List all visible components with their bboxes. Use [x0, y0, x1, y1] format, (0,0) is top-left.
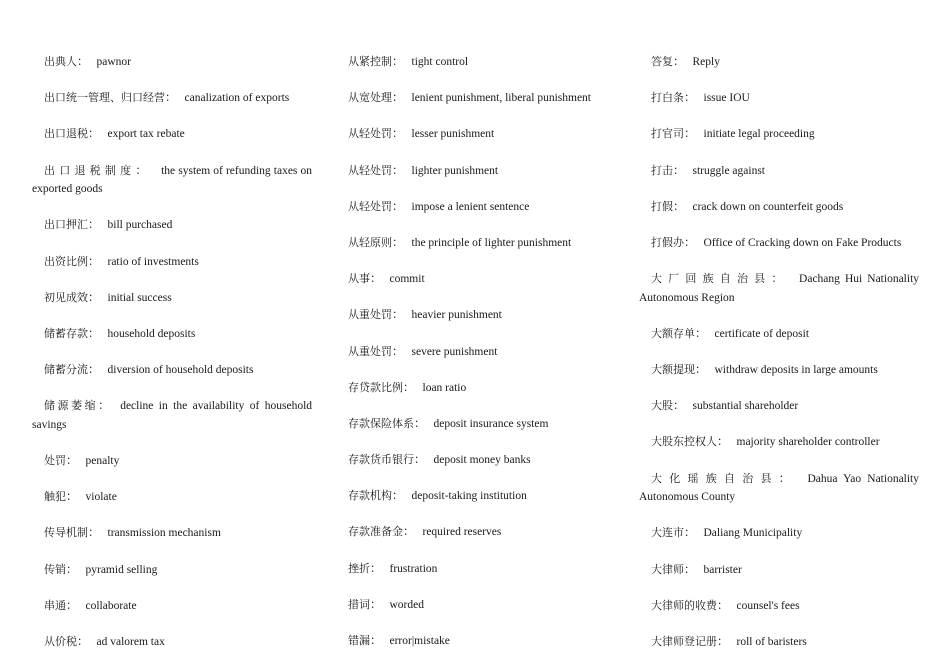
- entry-translation-en: penalty: [85, 455, 120, 468]
- glossary-entry: [32, 162, 312, 199]
- entry-separator: ：: [66, 597, 78, 612]
- entry-term-zh: 存款机构: [348, 489, 392, 503]
- entry-translation-en: initiate legal proceeding: [703, 128, 815, 141]
- glossary-entry: [32, 452, 312, 471]
- entry-term-zh: 传销: [44, 562, 66, 576]
- entry-separator: ：: [695, 362, 707, 377]
- glossary-entry: [348, 343, 610, 362]
- entry-separator: ：: [673, 162, 685, 177]
- entry-translation-en: collaborate: [85, 599, 137, 612]
- glossary-entry: [32, 633, 312, 652]
- glossary-entry: [32, 125, 312, 144]
- entry-term-zh: 大化瑶族自治县: [651, 471, 779, 485]
- entry-term-zh: 储蓄分流: [44, 363, 88, 377]
- entry-translation-en: tight control: [411, 56, 469, 68]
- entry-translation-en: barrister: [703, 563, 742, 576]
- glossary-entry: [348, 125, 610, 144]
- glossary-entry: [348, 596, 610, 615]
- glossary-entry: [32, 361, 312, 380]
- entry-translation-en: household deposits: [107, 327, 196, 340]
- entry-separator: ：: [392, 488, 404, 503]
- glossary-entry: [348, 487, 610, 506]
- glossary-entry: [639, 524, 919, 543]
- entry-term-zh: 大律师的收费: [651, 598, 717, 612]
- entry-separator: ：: [392, 126, 404, 141]
- glossary-entry: [32, 289, 312, 308]
- glossary-entry: [639, 433, 919, 452]
- glossary-entry: [639, 53, 919, 72]
- glossary-entry: [639, 234, 919, 253]
- entry-separator: ：: [392, 90, 404, 105]
- entry-translation-en: bill purchased: [107, 219, 173, 232]
- entry-term-zh: 存款货币银行: [348, 453, 414, 467]
- glossary-entry: [348, 379, 610, 398]
- entry-translation-en: ad valorem tax: [96, 636, 165, 648]
- entry-translation-en: pawnor: [96, 56, 131, 68]
- entry-separator: ：: [717, 597, 729, 612]
- entry-separator: ：: [684, 525, 696, 540]
- entry-separator: ：: [77, 634, 89, 648]
- entry-separator: ：: [673, 198, 685, 213]
- entry-translation-en: lesser punishment: [411, 128, 495, 141]
- entry-separator: ：: [392, 162, 404, 177]
- entry-separator: ：: [695, 325, 707, 340]
- entry-separator: ：: [66, 489, 78, 504]
- entry-term-zh: 触犯: [44, 490, 66, 504]
- entry-term-zh: 大律师: [651, 562, 684, 576]
- entry-separator: ：: [673, 54, 685, 68]
- entry-term-zh: 存款准备金: [348, 525, 403, 539]
- entry-translation-en: diversion of household deposits: [107, 364, 254, 377]
- entry-term-zh: 存款保险体系: [348, 416, 414, 430]
- entry-separator: ：: [370, 596, 382, 611]
- entry-translation-en: export tax rebate: [107, 128, 185, 141]
- entry-term-zh: 出口退税制度: [44, 163, 136, 177]
- glossary-entry: [348, 523, 610, 542]
- glossary-entry: [639, 162, 919, 181]
- entry-translation-en: initial success: [107, 291, 172, 304]
- glossary-entry: [32, 524, 312, 543]
- glossary-column-1: [32, 53, 312, 669]
- entry-term-zh: 挫折: [348, 561, 370, 575]
- entry-separator: ：: [392, 307, 404, 322]
- entry-separator: ：: [414, 452, 426, 467]
- entry-translation-en: Dahua Yao Nationality Autonomous County: [639, 472, 920, 504]
- entry-translation-en: counsel's fees: [736, 599, 800, 612]
- glossary-entry: [348, 198, 610, 217]
- entry-separator: ：: [717, 434, 729, 449]
- entry-translation-en: withdraw deposits in large amounts: [714, 364, 878, 377]
- entry-translation-en: Dachang Hui Nationality Autonomous Region: [639, 273, 920, 304]
- entry-separator: ：: [684, 561, 696, 576]
- entry-translation-en: error|mistake: [389, 635, 450, 647]
- entry-term-zh: 储源萎缩: [44, 399, 99, 413]
- entry-term-zh: 从事: [348, 272, 370, 286]
- entry-translation-en: Office of Cracking down on Fake Products: [703, 236, 902, 249]
- entry-term-zh: 打官司: [651, 127, 684, 141]
- entry-term-zh: 从重处罚: [348, 308, 392, 322]
- entry-translation-en: issue IOU: [703, 92, 750, 105]
- entry-term-zh: 从轻处罚: [348, 127, 392, 141]
- entry-translation-en: decline in the availability of household savings: [32, 400, 313, 431]
- glossary-entry: [639, 561, 919, 580]
- entry-separator: ：: [684, 90, 696, 105]
- entry-separator: ：: [403, 379, 415, 394]
- entry-separator: ：: [66, 453, 78, 468]
- glossary-entry: [32, 397, 312, 434]
- glossary-entry: [32, 89, 312, 108]
- entry-separator: ：: [684, 234, 696, 249]
- glossary-entry: [639, 633, 919, 652]
- entry-term-zh: 出口统一管理、归口经营: [44, 91, 165, 105]
- glossary-entry: [639, 89, 919, 108]
- entry-separator: ：: [88, 126, 100, 141]
- entry-translation-en: the system of refunding taxes on exported goods: [32, 164, 313, 196]
- entry-term-zh: 大股东控权人: [651, 435, 717, 449]
- entry-term-zh: 处罚: [44, 454, 66, 468]
- entry-separator: ：: [673, 398, 685, 413]
- glossary-entry: [639, 397, 919, 416]
- entry-translation-en: severe punishment: [411, 345, 498, 358]
- glossary-entry: [32, 325, 312, 344]
- glossary-entry: [348, 53, 610, 72]
- entry-term-zh: 初见成效: [44, 290, 88, 304]
- entry-separator: ：: [88, 289, 100, 304]
- entry-separator: ：: [392, 234, 404, 249]
- entry-term-zh: 从轻原则: [348, 235, 392, 249]
- glossary-entry: [348, 632, 610, 651]
- entry-term-zh: 存贷款比例: [348, 380, 403, 394]
- entry-term-zh: 打假: [651, 199, 673, 213]
- entry-translation-en: impose a lenient sentence: [411, 200, 530, 213]
- entry-translation-en: canalization of exports: [184, 92, 290, 105]
- entry-separator: ：: [135, 162, 148, 177]
- entry-separator: ：: [66, 561, 78, 576]
- entry-translation-en: lenient punishment, liberal punishment: [411, 92, 591, 105]
- entry-term-zh: 储蓄存款: [44, 326, 88, 340]
- entry-term-zh: 大股: [651, 399, 673, 413]
- entry-term-zh: 从紧控制: [348, 55, 392, 68]
- entry-separator: ：: [403, 524, 415, 539]
- entry-separator: ：: [88, 525, 100, 540]
- entry-separator: ：: [165, 90, 177, 105]
- entry-separator: ：: [370, 633, 382, 647]
- entry-term-zh: 串通: [44, 598, 66, 612]
- glossary-entry: [639, 470, 919, 507]
- glossary-entry: [348, 270, 610, 289]
- entry-separator: ：: [370, 560, 382, 575]
- entry-translation-en: commit: [389, 273, 425, 286]
- entry-term-zh: 出口退税: [44, 127, 88, 141]
- glossary-entry: [639, 325, 919, 344]
- entry-separator: ：: [88, 217, 100, 232]
- entry-term-zh: 大连市: [651, 526, 684, 540]
- glossary-entry: [348, 162, 610, 181]
- entry-translation-en: the principle of lighter punishment: [411, 236, 572, 249]
- entry-translation-en: certificate of deposit: [714, 327, 810, 340]
- entry-translation-en: deposit money banks: [433, 454, 531, 467]
- entry-translation-en: roll of baristers: [736, 636, 807, 648]
- glossary-entry: [639, 597, 919, 616]
- glossary-entry: [639, 125, 919, 144]
- entry-term-zh: 从宽处理: [348, 91, 392, 105]
- entry-translation-en: lighter punishment: [411, 164, 499, 177]
- entry-translation-en: deposit insurance system: [433, 417, 549, 430]
- entry-translation-en: deposit-taking institution: [411, 490, 527, 503]
- entry-translation-en: pyramid selling: [85, 563, 158, 576]
- entry-term-zh: 从重处罚: [348, 344, 392, 358]
- glossary-column-3: [639, 53, 919, 669]
- entry-term-zh: 答复: [651, 55, 673, 68]
- glossary-entry: [32, 53, 312, 72]
- entry-term-zh: 大律师登记册: [651, 635, 717, 648]
- glossary-entry: [32, 561, 312, 580]
- entry-separator: ：: [778, 470, 794, 485]
- glossary-entry: [348, 451, 610, 470]
- entry-separator: ：: [88, 253, 100, 268]
- entry-translation-en: worded: [389, 598, 424, 611]
- entry-term-zh: 出资比例: [44, 254, 88, 268]
- entry-translation-en: majority shareholder controller: [736, 436, 880, 449]
- entry-translation-en: ratio of investments: [107, 255, 199, 268]
- entry-separator: ：: [392, 54, 404, 68]
- glossary-entry: [639, 361, 919, 380]
- entry-translation-en: Daliang Municipality: [703, 527, 803, 540]
- entry-separator: ：: [88, 362, 100, 377]
- entry-translation-en: loan ratio: [422, 381, 467, 394]
- glossary-entry: [348, 415, 610, 434]
- entry-separator: ：: [98, 398, 113, 413]
- entry-term-zh: 从轻处罚: [348, 199, 392, 213]
- entry-term-zh: 大额提现: [651, 363, 695, 377]
- glossary-entry: [32, 253, 312, 272]
- entry-separator: ：: [717, 634, 729, 648]
- entry-term-zh: 从轻处罚: [348, 163, 392, 177]
- entry-translation-en: struggle against: [692, 164, 765, 177]
- glossary-column-2: [348, 53, 610, 668]
- entry-term-zh: 措词: [348, 597, 370, 611]
- entry-term-zh: 大额存单: [651, 326, 695, 340]
- entry-separator: ：: [392, 343, 404, 358]
- glossary-entry: [32, 597, 312, 616]
- entry-translation-en: crack down on counterfeit goods: [692, 200, 844, 213]
- entry-term-zh: 出口押汇: [44, 218, 88, 232]
- entry-separator: ：: [771, 271, 786, 286]
- entry-separator: ：: [77, 54, 89, 68]
- glossary-entry: [348, 560, 610, 579]
- entry-term-zh: 打白条: [651, 91, 684, 105]
- entry-term-zh: 出典人: [44, 55, 77, 68]
- entry-translation-en: substantial shareholder: [692, 400, 799, 413]
- glossary-entry: [32, 216, 312, 235]
- glossary-entry: [348, 306, 610, 325]
- glossary-entry: [348, 234, 610, 253]
- entry-term-zh: 从价税: [44, 635, 77, 648]
- entry-separator: ：: [414, 415, 426, 430]
- entry-term-zh: 错漏: [348, 634, 370, 647]
- entry-separator: ：: [88, 325, 100, 340]
- glossary-entry: [639, 270, 919, 307]
- entry-translation-en: transmission mechanism: [107, 527, 221, 540]
- entry-separator: ：: [392, 198, 404, 213]
- entry-term-zh: 大厂回族自治县: [651, 272, 772, 286]
- entry-separator: ：: [684, 126, 696, 141]
- entry-term-zh: 传导机制: [44, 526, 88, 540]
- entry-translation-en: required reserves: [422, 526, 502, 539]
- entry-translation-en: Reply: [692, 56, 720, 68]
- entry-term-zh: 打假办: [651, 235, 684, 249]
- glossary-entry: [32, 488, 312, 507]
- entry-translation-en: violate: [85, 491, 117, 504]
- glossary-entry: [348, 89, 610, 108]
- entry-term-zh: 打击: [651, 163, 673, 177]
- glossary-entry: [639, 198, 919, 217]
- entry-translation-en: heavier punishment: [411, 309, 502, 322]
- entry-separator: ：: [370, 271, 382, 286]
- entry-translation-en: frustration: [389, 562, 438, 575]
